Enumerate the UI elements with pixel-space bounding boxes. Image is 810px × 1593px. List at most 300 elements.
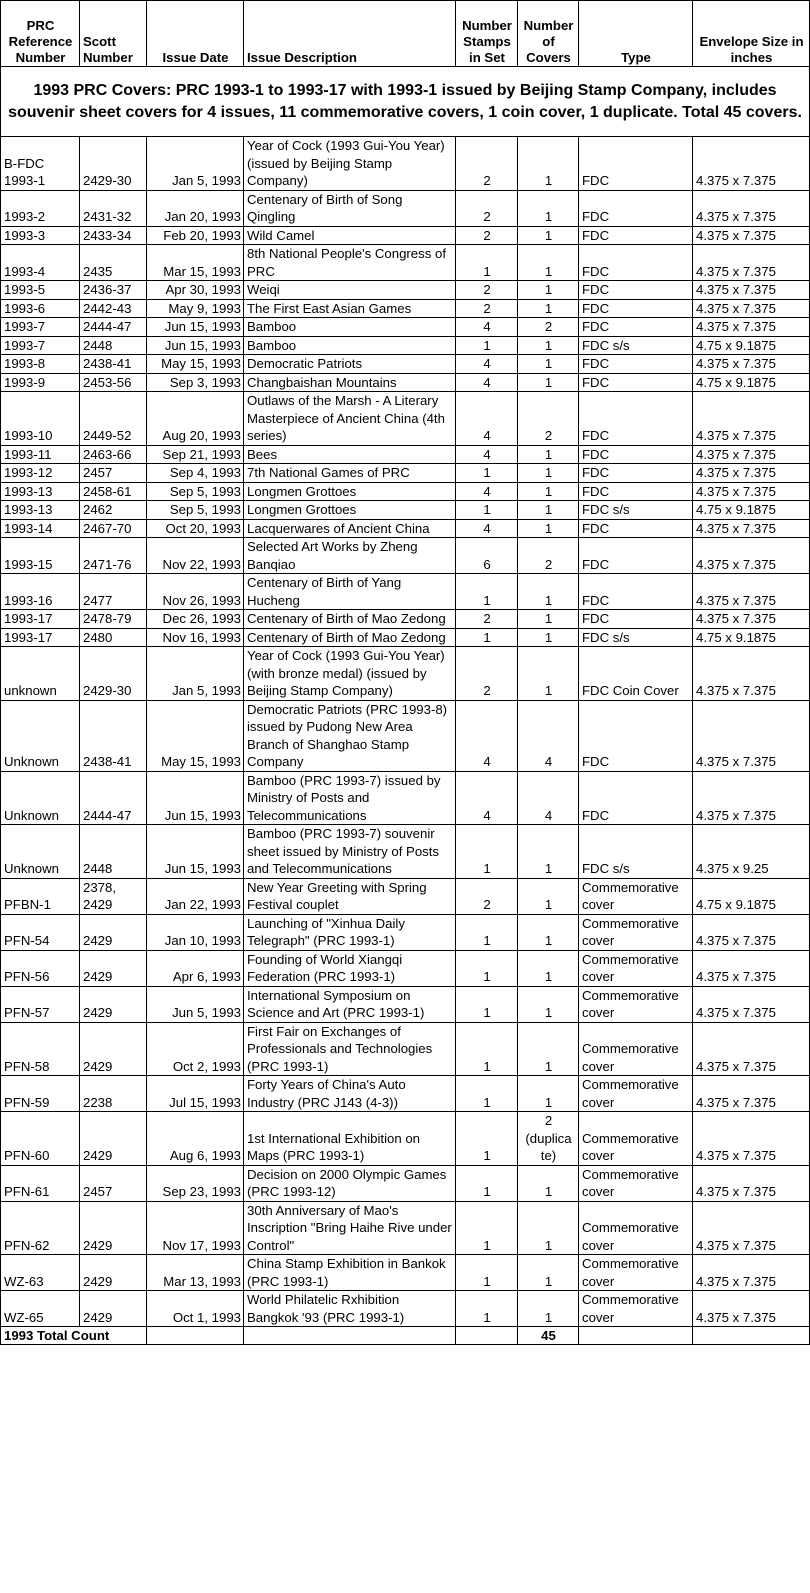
total-empty-stamps[interactable] [456,1327,518,1345]
cell-covers[interactable]: 1 [518,647,579,701]
cell-stamps[interactable]: 1 [456,336,518,355]
cell-date[interactable]: May 15, 1993 [147,355,244,374]
cell-covers[interactable]: 1 [518,950,579,986]
cell-ref[interactable]: 1993-8 [1,355,80,374]
cell-size[interactable]: 4.375 x 7.375 [693,226,810,245]
cell-covers[interactable]: 1 [518,1076,579,1112]
cell-stamps[interactable]: 6 [456,538,518,574]
cell-date[interactable]: Nov 26, 1993 [147,574,244,610]
cell-type[interactable]: FDC [579,299,693,318]
cell-date[interactable]: Nov 16, 1993 [147,628,244,647]
cell-stamps[interactable]: 1 [456,1112,518,1166]
cell-type[interactable]: Commemorative cover [579,1201,693,1255]
cell-ref[interactable]: Unknown [1,771,80,825]
cell-ref[interactable]: 1993-9 [1,373,80,392]
cell-scott[interactable]: 2471-76 [80,538,147,574]
cell-desc[interactable]: Outlaws of the Marsh - A Literary Masterpiece of Ancient China (4th series) [244,392,456,446]
cell-scott[interactable]: 2438-41 [80,355,147,374]
cell-stamps[interactable]: 1 [456,1291,518,1327]
header-scott[interactable]: Scott Number [80,1,147,67]
cell-stamps[interactable]: 2 [456,878,518,914]
cell-date[interactable]: Jun 15, 1993 [147,771,244,825]
cell-ref[interactable]: 1993-4 [1,245,80,281]
cell-size[interactable]: 4.375 x 7.375 [693,245,810,281]
cell-ref[interactable]: 1993-12 [1,464,80,483]
cell-stamps[interactable]: 1 [456,950,518,986]
cell-desc[interactable]: Longmen Grottoes [244,501,456,520]
cell-type[interactable]: Commemorative cover [579,1112,693,1166]
cell-type[interactable]: Commemorative cover [579,1291,693,1327]
cell-ref[interactable]: 1993-16 [1,574,80,610]
cell-size[interactable]: 4.375 x 7.375 [693,610,810,629]
cell-type[interactable]: FDC [579,464,693,483]
cell-type[interactable]: Commemorative cover [579,1255,693,1291]
cell-desc[interactable]: New Year Greeting with Spring Festival couplet [244,878,456,914]
cell-desc[interactable]: Year of Cock (1993 Gui-You Year) (issued by Beijing Stamp Company) [244,137,456,191]
cell-desc[interactable]: Bees [244,445,456,464]
cell-ref[interactable]: Unknown [1,825,80,879]
cell-type[interactable]: FDC [579,610,693,629]
cell-stamps[interactable]: 2 [456,299,518,318]
cell-ref[interactable]: PFN-59 [1,1076,80,1112]
cell-ref[interactable]: 1993-13 [1,482,80,501]
cell-size[interactable]: 4.375 x 7.375 [693,986,810,1022]
cell-covers[interactable]: 1 [518,299,579,318]
cell-date[interactable]: Jan 5, 1993 [147,137,244,191]
total-empty-desc[interactable] [244,1327,456,1345]
cell-date[interactable]: Sep 5, 1993 [147,501,244,520]
cell-size[interactable]: 4.375 x 9.25 [693,825,810,879]
cell-stamps[interactable]: 1 [456,986,518,1022]
cell-scott[interactable]: 2463-66 [80,445,147,464]
cell-size[interactable]: 4.375 x 7.375 [693,392,810,446]
cell-stamps[interactable]: 1 [456,1165,518,1201]
cell-date[interactable]: Apr 6, 1993 [147,950,244,986]
cell-covers[interactable]: 1 [518,914,579,950]
header-desc[interactable]: Issue Description [244,1,456,67]
cell-scott[interactable]: 2429 [80,986,147,1022]
cell-covers[interactable]: 1 [518,519,579,538]
total-empty-size[interactable] [693,1327,810,1345]
cell-stamps[interactable]: 1 [456,825,518,879]
cell-covers[interactable]: 1 [518,336,579,355]
cell-type[interactable]: Commemorative cover [579,878,693,914]
cell-desc[interactable]: Selected Art Works by Zheng Banqiao [244,538,456,574]
header-type[interactable]: Type [579,1,693,67]
cell-size[interactable]: 4.75 x 9.1875 [693,878,810,914]
cell-covers[interactable]: 2 (duplica te) [518,1112,579,1166]
cell-covers[interactable]: 1 [518,878,579,914]
cell-scott[interactable]: 2429 [80,914,147,950]
cell-type[interactable]: FDC [579,245,693,281]
cell-type[interactable]: FDC [579,482,693,501]
cell-type[interactable]: Commemorative cover [579,1076,693,1112]
cell-size[interactable]: 4.75 x 9.1875 [693,336,810,355]
cell-covers[interactable]: 1 [518,445,579,464]
cell-type[interactable]: FDC [579,318,693,337]
cell-size[interactable]: 4.375 x 7.375 [693,538,810,574]
cell-scott[interactable]: 2429 [80,950,147,986]
cell-ref[interactable]: WZ-63 [1,1255,80,1291]
cell-stamps[interactable]: 2 [456,281,518,300]
table-row [1,1022,810,1076]
cell-covers[interactable]: 2 [518,318,579,337]
cell-size[interactable]: 4.375 x 7.375 [693,519,810,538]
cell-scott[interactable]: 2429 [80,1255,147,1291]
header-stamps[interactable]: Number Stamps in Set [456,1,518,67]
table-row [1,281,810,300]
cell-covers[interactable]: 2 [518,392,579,446]
table-row [1,373,810,392]
cell-scott[interactable]: 2480 [80,628,147,647]
cell-desc[interactable]: Changbaishan Mountains [244,373,456,392]
total-label[interactable]: 1993 Total Count [1,1327,147,1345]
cell-date[interactable]: Nov 17, 1993 [147,1201,244,1255]
cell-date[interactable]: Sep 4, 1993 [147,464,244,483]
cell-covers[interactable]: 1 [518,482,579,501]
cell-stamps[interactable]: 2 [456,647,518,701]
cell-date[interactable]: Jun 5, 1993 [147,986,244,1022]
cell-type[interactable]: FDC [579,700,693,771]
cell-desc[interactable]: 1st International Exhibition on Maps (PRC 1993-1) [244,1112,456,1166]
cell-ref[interactable]: 1993-5 [1,281,80,300]
cell-scott[interactable]: 2449-52 [80,392,147,446]
cell-covers[interactable]: 1 [518,137,579,191]
cell-ref[interactable]: PFN-61 [1,1165,80,1201]
cell-stamps[interactable]: 1 [456,1201,518,1255]
cell-stamps[interactable]: 4 [456,318,518,337]
cell-scott[interactable]: 2238 [80,1076,147,1112]
cell-size[interactable]: 4.375 x 7.375 [693,464,810,483]
cell-desc[interactable]: Centenary of Birth of Mao Zedong [244,610,456,629]
cell-scott[interactable]: 2462 [80,501,147,520]
cell-stamps[interactable]: 2 [456,190,518,226]
cell-desc[interactable]: First Fair on Exchanges of Professionals and Technologies (PRC 1993-1) [244,1022,456,1076]
cell-covers[interactable]: 1 [518,574,579,610]
cell-desc[interactable]: 7th National Games of PRC [244,464,456,483]
cell-type[interactable]: FDC s/s [579,336,693,355]
table-row [1,464,810,483]
cell-scott[interactable]: 2435 [80,245,147,281]
cell-size[interactable]: 4.375 x 7.375 [693,647,810,701]
cell-scott[interactable]: 2378, 2429 [80,878,147,914]
cell-ref[interactable]: 1993-13 [1,501,80,520]
cell-type[interactable]: FDC s/s [579,628,693,647]
cell-date[interactable]: Jan 5, 1993 [147,647,244,701]
cell-ref[interactable]: 1993-17 [1,628,80,647]
cell-ref[interactable]: 1993-10 [1,392,80,446]
cell-ref[interactable]: PFN-54 [1,914,80,950]
cell-date[interactable]: Sep 21, 1993 [147,445,244,464]
cell-covers[interactable]: 4 [518,700,579,771]
cell-stamps[interactable]: 2 [456,226,518,245]
cell-desc[interactable]: Centenary of Birth of Yang Hucheng [244,574,456,610]
cell-scott[interactable]: 2429-30 [80,647,147,701]
cell-size[interactable]: 4.375 x 7.375 [693,318,810,337]
cell-ref[interactable]: 1993-7 [1,318,80,337]
cell-size[interactable]: 4.375 x 7.375 [693,1291,810,1327]
cell-covers[interactable]: 1 [518,628,579,647]
cell-stamps[interactable]: 4 [456,700,518,771]
cell-scott[interactable]: 2438-41 [80,700,147,771]
cell-ref[interactable]: 1993-3 [1,226,80,245]
cell-ref[interactable]: 1993-7 [1,336,80,355]
cell-date[interactable]: Jan 22, 1993 [147,878,244,914]
cell-ref[interactable]: PFN-57 [1,986,80,1022]
cell-size[interactable]: 4.375 x 7.375 [693,190,810,226]
cell-scott[interactable]: 2433-34 [80,226,147,245]
cell-stamps[interactable]: 4 [456,482,518,501]
cell-stamps[interactable]: 4 [456,373,518,392]
cell-scott[interactable]: 2457 [80,464,147,483]
cell-size[interactable]: 4.375 x 7.375 [693,914,810,950]
cell-scott[interactable]: 2431-32 [80,190,147,226]
cell-stamps[interactable]: 4 [456,771,518,825]
cell-ref[interactable]: PFBN-1 [1,878,80,914]
cell-desc[interactable]: Founding of World Xiangqi Federation (PRC 1993-1) [244,950,456,986]
cell-stamps[interactable]: 1 [456,1255,518,1291]
cell-covers[interactable]: 1 [518,1291,579,1327]
cell-stamps[interactable]: 2 [456,610,518,629]
cell-stamps[interactable]: 4 [456,519,518,538]
cell-scott[interactable]: 2477 [80,574,147,610]
cell-size[interactable]: 4.375 x 7.375 [693,1165,810,1201]
cell-date[interactable]: Jun 15, 1993 [147,336,244,355]
cell-ref[interactable]: B-FDC 1993-1 [1,137,80,191]
cell-scott[interactable]: 2429 [80,1112,147,1166]
total-covers[interactable]: 45 [518,1327,579,1345]
cell-date[interactable]: Sep 5, 1993 [147,482,244,501]
cell-type[interactable]: Commemorative cover [579,986,693,1022]
cell-covers[interactable]: 1 [518,1165,579,1201]
cell-size[interactable]: 4.375 x 7.375 [693,355,810,374]
cell-scott[interactable]: 2436-37 [80,281,147,300]
cell-date[interactable]: Jun 15, 1993 [147,825,244,879]
cell-desc[interactable]: Bamboo [244,318,456,337]
cell-stamps[interactable]: 1 [456,464,518,483]
cell-desc[interactable]: The First East Asian Games [244,299,456,318]
cell-scott[interactable]: 2429 [80,1201,147,1255]
cell-ref[interactable]: unknown [1,647,80,701]
header-size[interactable]: Envelope Size in inches [693,1,810,67]
cell-type[interactable]: FDC [579,190,693,226]
cell-desc[interactable]: Bamboo (PRC 1993-7) souvenir sheet issued by Ministry of Posts and Telecommunications [244,825,456,879]
cell-date[interactable]: Oct 1, 1993 [147,1291,244,1327]
cell-ref[interactable]: 1993-14 [1,519,80,538]
cell-type[interactable]: Commemorative cover [579,914,693,950]
cell-desc[interactable]: 8th National People's Congress of PRC [244,245,456,281]
cell-size[interactable]: 4.375 x 7.375 [693,1201,810,1255]
header-covers[interactable]: Number of Covers [518,1,579,67]
cell-type[interactable]: FDC [579,771,693,825]
cell-covers[interactable]: 1 [518,1255,579,1291]
cell-type[interactable]: Commemorative cover [579,1165,693,1201]
cell-date[interactable]: May 9, 1993 [147,299,244,318]
cell-date[interactable]: Jan 20, 1993 [147,190,244,226]
cell-desc[interactable]: Weiqi [244,281,456,300]
cell-covers[interactable]: 1 [518,355,579,374]
cell-ref[interactable]: 1993-2 [1,190,80,226]
cell-desc[interactable]: Bamboo [244,336,456,355]
cell-stamps[interactable]: 1 [456,1076,518,1112]
cell-type[interactable]: Commemorative cover [579,950,693,986]
cell-date[interactable]: Aug 20, 1993 [147,392,244,446]
cell-scott[interactable]: 2442-43 [80,299,147,318]
cell-ref[interactable]: 1993-17 [1,610,80,629]
cell-stamps[interactable]: 1 [456,501,518,520]
banner-cell[interactable]: 1993 PRC Covers: PRC 1993-1 to 1993-17 with 1993-1 issued by Beijing Stamp Company, includes souvenir sheet covers for 4 issues, 11 commemorative covers, 1 coin cover, 1 duplicate. Total 45 covers. [1,67,810,137]
cell-size[interactable]: 4.375 x 7.375 [693,1022,810,1076]
cell-date[interactable]: Nov 22, 1993 [147,538,244,574]
cell-ref[interactable]: PFN-58 [1,1022,80,1076]
cell-type[interactable]: FDC s/s [579,501,693,520]
cell-date[interactable]: Jul 15, 1993 [147,1076,244,1112]
cell-type[interactable]: FDC [579,519,693,538]
cell-stamps[interactable]: 4 [456,445,518,464]
cell-covers[interactable]: 1 [518,464,579,483]
cell-covers[interactable]: 1 [518,986,579,1022]
cell-ref[interactable]: 1993-11 [1,445,80,464]
cell-desc[interactable]: Democratic Patriots (PRC 1993-8) issued by Pudong New Area Branch of Shanghao Stamp Company [244,700,456,771]
cell-desc[interactable]: Democratic Patriots [244,355,456,374]
cell-scott[interactable]: 2448 [80,336,147,355]
cell-desc[interactable]: International Symposium on Science and Art (PRC 1993-1) [244,986,456,1022]
cell-type[interactable]: FDC [579,392,693,446]
cell-size[interactable]: 4.375 x 7.375 [693,700,810,771]
cell-date[interactable]: Dec 26, 1993 [147,610,244,629]
cell-scott[interactable]: 2429 [80,1291,147,1327]
cell-date[interactable]: Sep 23, 1993 [147,1165,244,1201]
cell-date[interactable]: Mar 15, 1993 [147,245,244,281]
cell-scott[interactable]: 2478-79 [80,610,147,629]
cell-size[interactable]: 4.375 x 7.375 [693,574,810,610]
cell-date[interactable]: Sep 3, 1993 [147,373,244,392]
cell-covers[interactable]: 1 [518,373,579,392]
cell-desc[interactable]: 30th Anniversary of Mao's Inscription "Bring Haihe Rive under Control" [244,1201,456,1255]
cell-scott[interactable]: 2467-70 [80,519,147,538]
cell-stamps[interactable]: 1 [456,574,518,610]
cell-date[interactable]: Feb 20, 1993 [147,226,244,245]
cell-date[interactable]: Jan 10, 1993 [147,914,244,950]
cell-size[interactable]: 4.375 x 7.375 [693,281,810,300]
cell-covers[interactable]: 1 [518,610,579,629]
cell-size[interactable]: 4.375 x 7.375 [693,1255,810,1291]
cell-desc[interactable]: Year of Cock (1993 Gui-You Year) (with bronze medal) (issued by Beijing Stamp Company) [244,647,456,701]
cell-desc[interactable]: China Stamp Exhibition in Bankok (PRC 1993-1) [244,1255,456,1291]
cell-covers[interactable]: 1 [518,190,579,226]
cell-ref[interactable]: PFN-56 [1,950,80,986]
cell-type[interactable]: FDC s/s [579,825,693,879]
cell-desc[interactable]: Wild Camel [244,226,456,245]
header-date[interactable]: Issue Date [147,1,244,67]
cell-date[interactable]: Apr 30, 1993 [147,281,244,300]
cell-scott[interactable]: 2458-61 [80,482,147,501]
cell-type[interactable]: FDC Coin Cover [579,647,693,701]
cell-desc[interactable]: Longmen Grottoes [244,482,456,501]
cell-size[interactable]: 4.75 x 9.1875 [693,501,810,520]
cell-scott[interactable]: 2429-30 [80,137,147,191]
cell-type[interactable]: FDC [579,445,693,464]
cell-covers[interactable]: 2 [518,538,579,574]
cell-size[interactable]: 4.375 x 7.375 [693,771,810,825]
cell-ref[interactable]: 1993-15 [1,538,80,574]
cell-date[interactable]: Jun 15, 1993 [147,318,244,337]
cell-desc[interactable]: Lacquerwares of Ancient China [244,519,456,538]
cell-desc[interactable]: Decision on 2000 Olympic Games (PRC 1993-12) [244,1165,456,1201]
cell-desc[interactable]: Centenary of Birth of Mao Zedong [244,628,456,647]
cell-desc[interactable]: Centenary of Birth of Song Qingling [244,190,456,226]
cell-size[interactable]: 4.375 x 7.375 [693,1112,810,1166]
cell-size[interactable]: 4.375 x 7.375 [693,482,810,501]
cell-date[interactable]: Mar 13, 1993 [147,1255,244,1291]
cell-covers[interactable]: 1 [518,281,579,300]
total-empty-type[interactable] [579,1327,693,1345]
cell-desc[interactable]: Forty Years of China's Auto Industry (PRC J143 (4-3)) [244,1076,456,1112]
cell-desc[interactable]: Launching of "Xinhua Daily Telegraph" (PRC 1993-1) [244,914,456,950]
cell-covers[interactable]: 1 [518,825,579,879]
cell-type[interactable]: Commemorative cover [579,1022,693,1076]
cell-ref[interactable]: 1993-6 [1,299,80,318]
header-ref[interactable]: PRC Reference Number [1,1,80,67]
cell-type[interactable]: FDC [579,373,693,392]
cell-scott[interactable]: 2448 [80,825,147,879]
cell-type[interactable]: FDC [579,226,693,245]
cell-size[interactable]: 4.375 x 7.375 [693,445,810,464]
cell-ref[interactable]: PFN-60 [1,1112,80,1166]
cell-ref[interactable]: Unknown [1,700,80,771]
cell-size[interactable]: 4.75 x 9.1875 [693,628,810,647]
cell-type[interactable]: FDC [579,538,693,574]
cell-scott[interactable]: 2457 [80,1165,147,1201]
cell-size[interactable]: 4.375 x 7.375 [693,137,810,191]
cell-stamps[interactable]: 2 [456,137,518,191]
cell-date[interactable]: Aug 6, 1993 [147,1112,244,1166]
cell-stamps[interactable]: 1 [456,1022,518,1076]
cell-type[interactable]: FDC [579,137,693,191]
cell-covers[interactable]: 4 [518,771,579,825]
cell-stamps[interactable]: 1 [456,628,518,647]
cell-covers[interactable]: 1 [518,226,579,245]
cell-desc[interactable]: Bamboo (PRC 1993-7) issued by Ministry of Posts and Telecommunications [244,771,456,825]
cell-desc[interactable]: World Philatelic Rxhibition Bangkok '93 (PRC 1993-1) [244,1291,456,1327]
cell-type[interactable]: FDC [579,281,693,300]
cell-ref[interactable]: WZ-65 [1,1291,80,1327]
total-empty-date[interactable] [147,1327,244,1345]
cell-scott[interactable]: 2429 [80,1022,147,1076]
cell-scott[interactable]: 2444-47 [80,771,147,825]
cell-covers[interactable]: 1 [518,1022,579,1076]
cell-size[interactable]: 4.375 x 7.375 [693,299,810,318]
cell-type[interactable]: FDC [579,355,693,374]
cell-size[interactable]: 4.375 x 7.375 [693,950,810,986]
cell-covers[interactable]: 1 [518,501,579,520]
cell-date[interactable]: May 15, 1993 [147,700,244,771]
cell-stamps[interactable]: 4 [456,355,518,374]
cell-stamps[interactable]: 1 [456,914,518,950]
cell-ref[interactable]: PFN-62 [1,1201,80,1255]
cell-covers[interactable]: 1 [518,1201,579,1255]
cell-size[interactable]: 4.375 x 7.375 [693,1076,810,1112]
cell-scott[interactable]: 2453-56 [80,373,147,392]
cell-stamps[interactable]: 1 [456,245,518,281]
cell-scott[interactable]: 2444-47 [80,318,147,337]
cell-stamps[interactable]: 4 [456,392,518,446]
cell-date[interactable]: Oct 2, 1993 [147,1022,244,1076]
cell-date[interactable]: Oct 20, 1993 [147,519,244,538]
cell-type[interactable]: FDC [579,574,693,610]
cell-size[interactable]: 4.75 x 9.1875 [693,373,810,392]
cell-covers[interactable]: 1 [518,245,579,281]
